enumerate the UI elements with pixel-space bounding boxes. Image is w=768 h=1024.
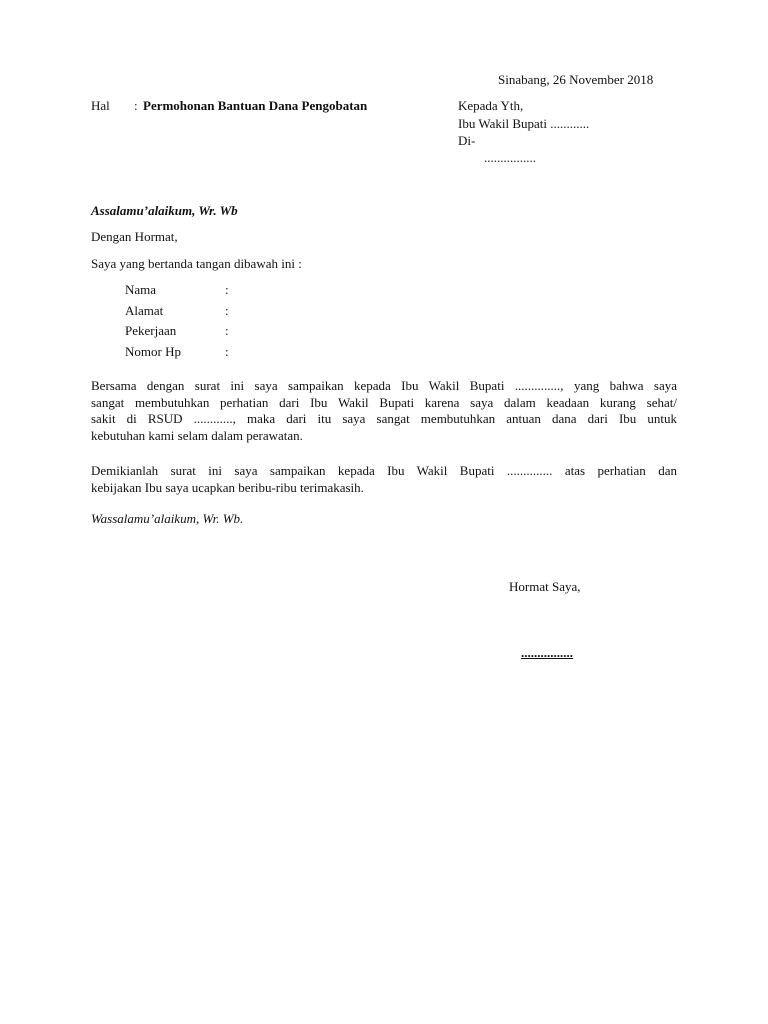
body-paragraph-2	[91, 463, 677, 496]
field-colon: :	[225, 282, 229, 297]
field-colon: :	[225, 323, 229, 338]
regards: Hormat Saya,	[509, 579, 581, 594]
salutation: Dengan Hormat,	[91, 229, 178, 244]
body-line: Bersama dengan surat ini saya sampaikan kepada Ibu Wakil Bupati .............., yang bahwa saya	[91, 378, 677, 393]
subject-text: Permohonan Bantuan Dana Pengobatan	[143, 98, 368, 113]
recipient-line-2: Ibu Wakil Bupati ............	[458, 116, 590, 131]
body-line: sakit di RSUD ............, maka dari itu saya sangat membutuhkan antuan dana dari Ibu untuk	[91, 411, 677, 426]
recipient-line-3: Di-	[458, 133, 476, 148]
body-line: kebutuhan kami selam dalam perawatan.	[91, 427, 303, 443]
recipient-line-1: Kepada Yth,	[458, 98, 524, 113]
subject-label: Hal	[91, 98, 110, 113]
recipient-line-4: ................	[484, 150, 536, 165]
field-label-nama: Nama	[125, 282, 157, 297]
field-label-nomor-hp: Nomor Hp	[125, 344, 181, 359]
body-line: Demikianlah surat ini saya sampaikan kepada Ibu Wakil Bupati .............. atas perhatian dan	[91, 463, 677, 478]
closing-greeting: Wassalamu’alaikum, Wr. Wb.	[91, 511, 244, 526]
body-line: kebijakan Ibu saya ucapkan beribu-ribu terimakasih.	[91, 479, 364, 495]
intro-line: Saya yang bertanda tangan dibawah ini :	[91, 256, 302, 271]
body-line: sangat membutuhkan perhatian dari Ibu Wakil Bupati karena saya dalam keadaan kurang sehat/	[91, 394, 677, 410]
signature-placeholder: ................	[521, 645, 573, 660]
body-paragraph-1	[91, 378, 677, 444]
subject-colon: :	[134, 98, 138, 113]
field-label-pekerjaan: Pekerjaan	[125, 323, 177, 338]
field-colon: :	[225, 344, 229, 359]
opening-greeting: Assalamu’alaikum, Wr. Wb	[91, 203, 238, 218]
letter-date: Sinabang, 26 November 2018	[498, 72, 654, 87]
field-label-alamat: Alamat	[125, 303, 164, 318]
field-colon: :	[225, 303, 229, 318]
